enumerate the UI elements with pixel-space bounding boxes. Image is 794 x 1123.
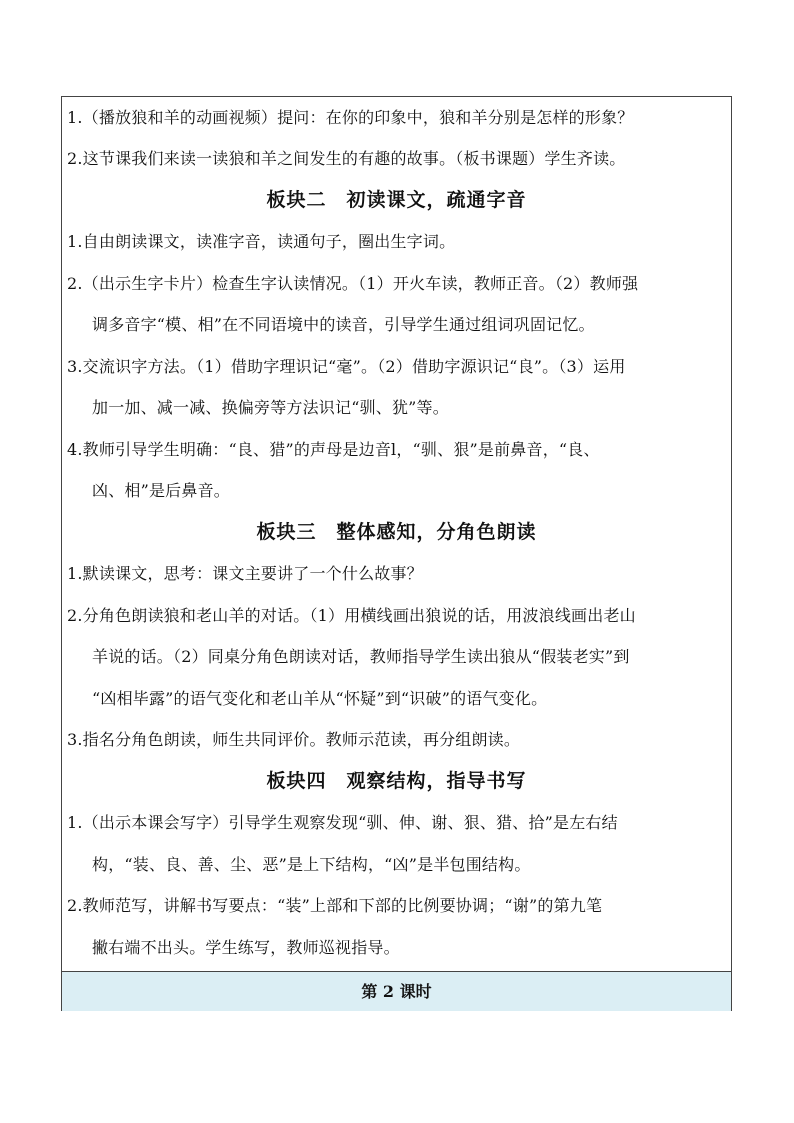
section-2-line-4: 3.交流识字方法。（1）借助字理识记“毫”。（2）借助字源识记“良”。（3）运用 — [67, 357, 626, 376]
section-heading-2: 板块二 初读课文，疏通字音 — [266, 189, 527, 211]
lesson-plan-table — [61, 96, 732, 1011]
section-3-line-2: 2.分角色朗读狼和老山羊的对话。（1）用横线画出狼说的话，用波浪线画出老山 — [67, 606, 636, 625]
section-heading-4: 板块四 观察结构，指导书写 — [266, 770, 527, 792]
lesson-period-label: 第 2 课时 — [361, 982, 432, 1001]
lesson-period-row — [62, 971, 731, 1011]
intro-line-1: 1.（播放狼和羊的动画视频）提问：在你的印象中，狼和羊分别是怎样的形象？ — [67, 108, 634, 127]
section-3-line-1: 1.默读课文，思考：课文主要讲了一个什么故事？ — [67, 564, 423, 583]
section-4-line-3: 2.教师范写，讲解书写要点：“装”上部和下部的比例要协调；“谢”的第九笔 — [67, 896, 603, 915]
section-4-line-1: 1.（出示本课会写字）引导学生观察发现“驯、伸、谢、狠、猎、拾”是左右结 — [67, 813, 618, 832]
section-2-line-5: 加一加、减一减、换偏旁等方法识记“驯、犹”等。 — [92, 398, 449, 417]
section-2-line-2: 2.（出示生字卡片）检查生字认读情况。（1）开火车读，教师正音。（2）教师强 — [67, 274, 639, 293]
intro-line-2: 2.这节课我们来读一读狼和羊之间发生的有趣的故事。（板书课题）学生齐读。 — [67, 149, 626, 168]
section-2-line-7: 凶、相”是后鼻音。 — [92, 481, 230, 500]
section-3-line-4: “凶相毕露”的语气变化和老山羊从“怀疑”到“识破”的语气变化。 — [92, 689, 548, 708]
section-2-line-6: 4.教师引导学生明确：“良、猎”的声母是边音l，“驯、狠”是前鼻音，“良、 — [67, 440, 600, 459]
section-2-line-3: 调多音字“模、相”在不同语境中的读音，引导学生通过组词巩固记忆。 — [92, 315, 595, 334]
section-4-line-2: 构，“装、良、善、尘、恶”是上下结构，“凶”是半包围结构。 — [92, 855, 531, 874]
section-heading-3: 板块三 整体感知，分角色朗读 — [256, 521, 537, 543]
section-2-line-1: 1.自由朗读课文，读准字音，读通句子，圈出生字词。 — [67, 232, 456, 251]
section-4-line-4: 撇右端不出头。学生练写，教师巡视指导。 — [92, 938, 400, 957]
lesson-content-cell — [62, 97, 731, 971]
section-3-line-5: 3.指名分角色朗读，师生共同评价。教师示范读，再分组朗读。 — [67, 730, 521, 749]
section-3-line-3: 羊说的话。（2）同桌分角色朗读对话，教师指导学生读出狼从“假装老实”到 — [92, 647, 630, 666]
